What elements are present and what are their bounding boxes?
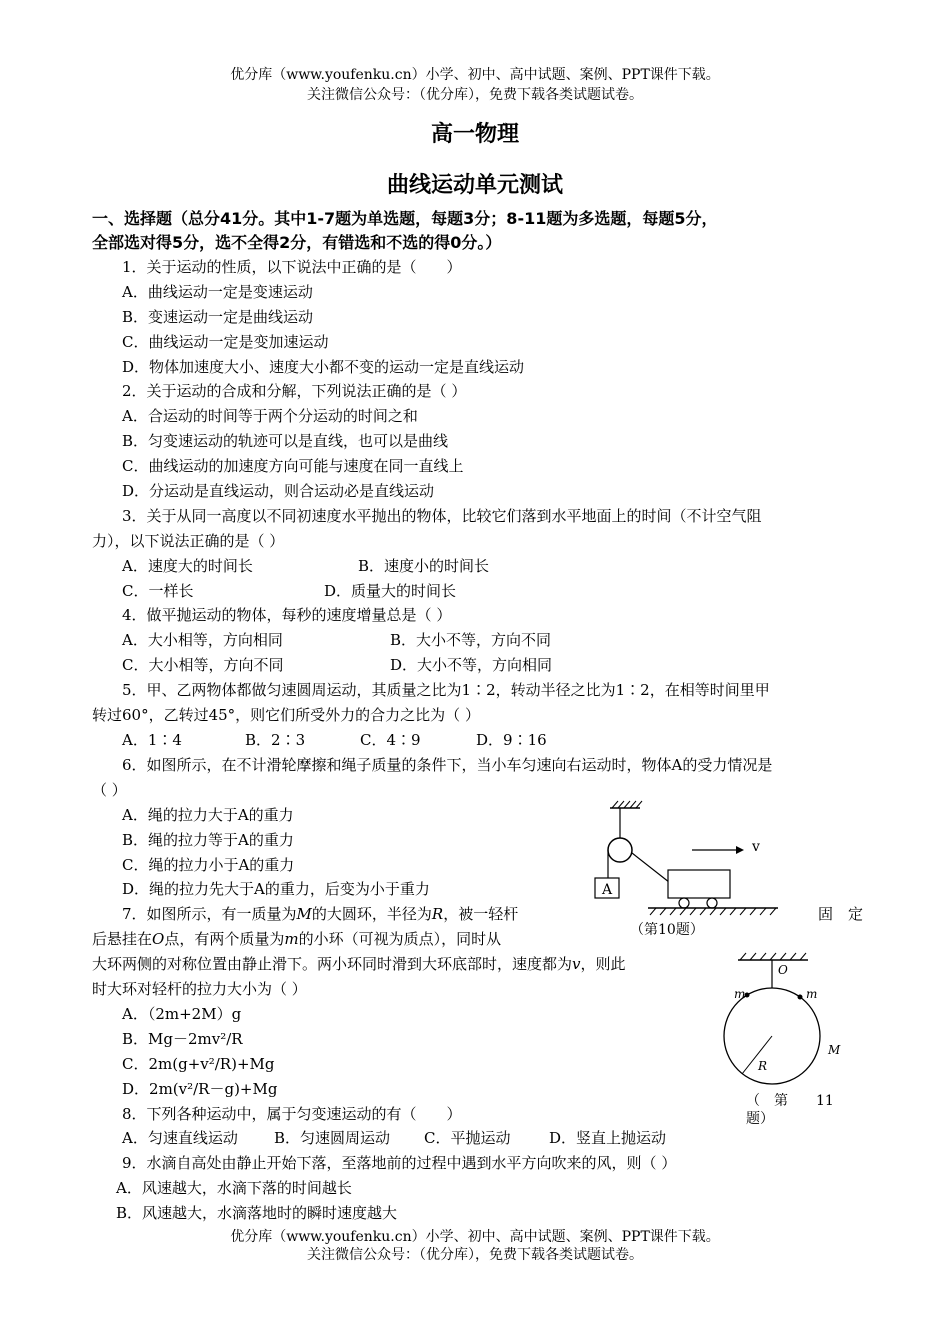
- header-line-1: 优分库（www.youfenku.cn）小学、初中、高中试题、案例、PPT课件下载。: [230, 67, 720, 83]
- figure-11-caption-2: 题）: [746, 1111, 774, 1127]
- q3-option-d: D．质量大的时间长: [324, 582, 457, 600]
- figure-10-caption: （第10题）: [630, 922, 704, 938]
- cart: [668, 870, 730, 898]
- q3-stem-line-2: 力），以下说法正确的是（ ）: [92, 532, 285, 550]
- q1-option-d: D．物体加速度大小、速度大小都不变的运动一定是直线运动: [122, 358, 525, 376]
- o-label: O: [778, 963, 788, 977]
- q5-option-c: C．4∶9: [360, 731, 421, 749]
- figure-10-pulley-diagram: [588, 798, 788, 938]
- q7-option-d: D．2m(v²/R－g)+Mg: [122, 1080, 278, 1098]
- q6-stem-line-1: 6．如图所示，在不计滑轮摩擦和绳子质量的条件下，当小车匀速向右运动时，物体A的受力情况是: [122, 756, 773, 774]
- big-m-label: M: [828, 1043, 841, 1057]
- q5-stem-line-1: 5．甲、乙两物体都做匀速圆周运动，其质量之比为1∶2，转动半径之比为1∶2，在相等时间里甲: [122, 681, 770, 699]
- m-left-label: m: [734, 987, 746, 1001]
- section-heading: [92, 207, 872, 255]
- q7-option-a: A．（2m+2M）g: [122, 1005, 242, 1023]
- q6-option-a: A．绳的拉力大于A的重力: [122, 806, 294, 824]
- q6-option-c: C．绳的拉力小于A的重力: [122, 856, 295, 874]
- q2-option-b: B．匀变速运动的轨迹可以是直线，也可以是曲线: [122, 432, 449, 450]
- q8-stem: 8．下列各种运动中，属于匀变速运动的有（ ）: [122, 1105, 462, 1123]
- q8-option-c: C．平抛运动: [424, 1129, 511, 1147]
- q2-option-c: C．曲线运动的加速度方向可能与速度在同一直线上: [122, 457, 464, 475]
- q2-option-d: D．分运动是直线运动，则合运动必是直线运动: [122, 482, 435, 500]
- footer-line-1: 优分库（www.youfenku.cn）小学、初中、高中试题、案例、PPT课件下载。: [230, 1229, 720, 1245]
- q2-stem: 2．关于运动的合成和分解，下列说法正确的是（ ）: [122, 382, 467, 400]
- header-line-2: 关注微信公众号：（优分库），免费下载各类试题试卷。: [307, 87, 643, 103]
- page-subtitle: 曲线运动单元测试: [386, 173, 563, 198]
- m-right-label: m: [806, 987, 818, 1001]
- radius-line: [742, 1036, 772, 1074]
- q3-option-b: B．速度小的时间长: [358, 557, 490, 575]
- block-a-label: A: [602, 882, 613, 898]
- q1-option-c: C．曲线运动一定是变加速运动: [122, 333, 329, 351]
- q5-stem-line-2: 转过60°，乙转过45°，则它们所受外力的合力之比为（ ）: [92, 706, 480, 724]
- section-heading-line-1: 一、选择题（总分41分。其中1-7题为单选题，每题3分；8-11题为多选题，每题5分，: [92, 209, 718, 228]
- page-title: 高一物理: [430, 122, 519, 147]
- q3-option-a: A．速度大的时间长: [122, 557, 253, 575]
- q4-option-d: D．大小不等，方向相同: [390, 656, 553, 674]
- q4-stem: 4．做平抛运动的物体，每秒的速度增量总是（ ）: [122, 606, 452, 624]
- q4-option-c: C．大小相等，方向不同: [122, 656, 284, 674]
- q9-stem: 9．水滴自高处由静止开始下落，至落地前的过程中遇到水平方向吹来的风，则（ ）: [122, 1154, 677, 1172]
- q7-option-c: C．2m(g+v²/R)+Mg: [122, 1055, 275, 1073]
- q7-stem-line-4: 时大环对轻杆的拉力大小为（ ）: [92, 980, 307, 998]
- q1-option-a: A．曲线运动一定是变速运动: [122, 283, 313, 301]
- r-label: R: [758, 1059, 768, 1073]
- q2-option-a: A．合运动的时间等于两个分运动的时间之和: [122, 407, 418, 425]
- q7-stem-line-3: 大环两侧的对称位置由静止滑下。两小环同时滑到大环底部时，速度都为v，则此: [92, 955, 626, 973]
- q9-option-b: B．风速越大，水滴落地时的瞬时速度越大: [116, 1204, 398, 1222]
- q1-option-b: B．变速运动一定是曲线运动: [122, 308, 314, 326]
- q5-option-b: B．2∶3: [245, 731, 306, 749]
- q7-stem-line-1-tail: 固 定: [818, 905, 864, 923]
- small-ring-right: [798, 995, 803, 1000]
- footer-line-2: 关注微信公众号：（优分库），免费下载各类试题试卷。: [307, 1247, 643, 1263]
- section-heading-line-2: 全部选对得5分，选不全得2分，有错选和不选的得0分。）: [92, 233, 502, 252]
- q3-stem-line-1: 3．关于从同一高度以不同初速度水平抛出的物体，比较它们落到水平地面上的时间（不计空气阻: [122, 507, 762, 525]
- q4-option-a: A．大小相等，方向相同: [122, 631, 283, 649]
- q8-option-a: A．匀速直线运动: [122, 1129, 238, 1147]
- q6-option-b: B．绳的拉力等于A的重力: [122, 831, 294, 849]
- q9-option-a: A．风速越大，水滴下落的时间越长: [116, 1179, 352, 1197]
- figure-11-ring-diagram: [720, 948, 870, 1133]
- q6-stem-line-2: （ ）: [92, 781, 127, 799]
- q5-option-a: A．1∶4: [122, 731, 182, 749]
- pulley-icon: [608, 838, 632, 862]
- q8-option-d: D．竖直上抛运动: [549, 1129, 667, 1147]
- q7-stem-line-1: 7．如图所示，有一质量为M的大圆环，半径为R，被一轻杆: [122, 905, 519, 923]
- q1-stem: 1．关于运动的性质，以下说法中正确的是（ ）: [122, 258, 462, 276]
- q7-option-b: B．Mg－2mv²/R: [122, 1030, 243, 1048]
- figure-11-caption-1: （ 第 11: [746, 1093, 834, 1109]
- velocity-label: v: [752, 839, 760, 855]
- q8-option-b: B．匀速圆周运动: [274, 1129, 391, 1147]
- q5-option-d: D．9∶16: [476, 731, 547, 749]
- q3-option-c: C．一样长: [122, 582, 194, 600]
- q4-option-b: B．大小不等，方向不同: [390, 631, 552, 649]
- q7-stem-line-2: 后悬挂在O点，有两个质量为m的小环（可视为质点），同时从: [92, 930, 502, 948]
- q6-option-d: D．绳的拉力先大于A的重力，后变为小于重力: [122, 880, 430, 898]
